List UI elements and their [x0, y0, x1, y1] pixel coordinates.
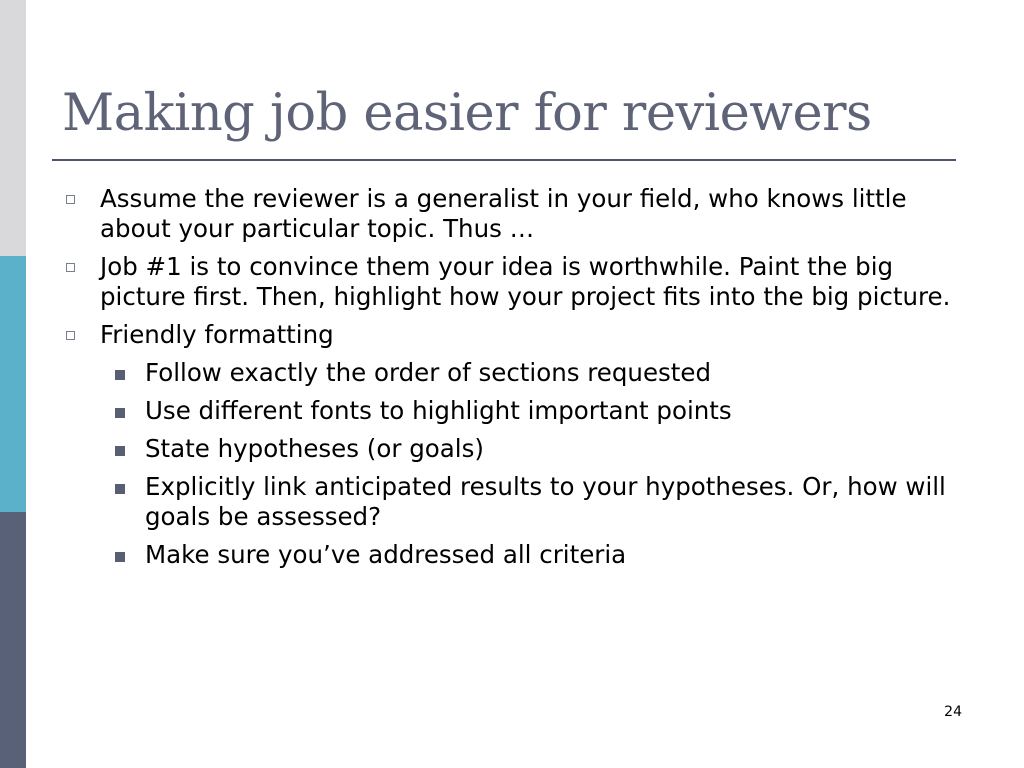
sub-bullet-item	[62, 540, 962, 570]
page-number: 24	[944, 704, 962, 720]
slide-title: Making job easier for reviewers	[62, 84, 872, 143]
sub-bullet-text: Explicitly link anticipated results to your hypotheses. Or, how will goals be assessed?	[145, 472, 946, 531]
filled-square-bullet-icon	[115, 552, 125, 562]
bullet-item	[62, 252, 962, 312]
slide-body	[62, 184, 962, 578]
sub-bullet-text: Follow exactly the order of sections requested	[145, 358, 712, 387]
filled-square-bullet-icon	[115, 408, 125, 418]
sub-bullet-text: Make sure you’ve addressed all criteria	[145, 540, 627, 569]
filled-square-bullet-icon	[115, 446, 125, 456]
filled-square-bullet-icon	[115, 484, 125, 494]
sidebar-accent-bottom	[0, 512, 26, 768]
sidebar-accent-middle	[0, 256, 26, 512]
sub-bullet-text: Use different fonts to highlight important points	[145, 396, 732, 425]
sub-bullet-text: State hypotheses (or goals)	[145, 434, 484, 463]
sub-bullet-item	[62, 434, 962, 464]
sub-bullet-list	[62, 358, 962, 570]
hollow-square-bullet-icon	[66, 263, 75, 272]
title-divider	[52, 159, 956, 161]
bullet-text: Friendly formatting	[100, 320, 334, 349]
sub-bullet-item	[62, 396, 962, 426]
bullet-text: Job #1 is to convince them your idea is worthwhile. Paint the big picture first. Then, highlight how your project fits into the big picture.	[100, 252, 951, 311]
hollow-square-bullet-icon	[66, 195, 75, 204]
filled-square-bullet-icon	[115, 370, 125, 380]
hollow-square-bullet-icon	[66, 331, 75, 340]
sub-bullet-item	[62, 358, 962, 388]
bullet-item	[62, 320, 962, 350]
bullet-text: Assume the reviewer is a generalist in your field, who knows little about your particular topic. Thus …	[100, 184, 907, 243]
bullet-item	[62, 184, 962, 244]
sub-bullet-item	[62, 472, 962, 532]
sidebar-accent-top	[0, 0, 26, 256]
